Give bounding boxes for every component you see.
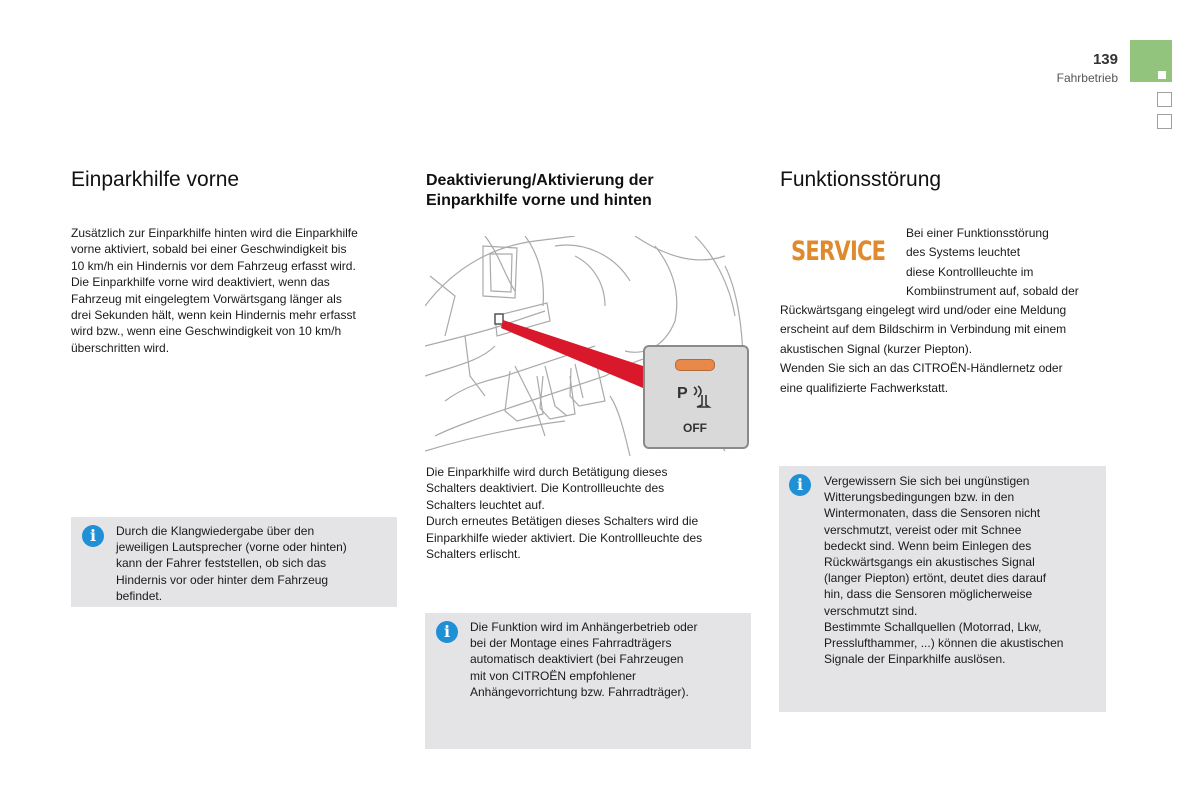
switch-indicator-light bbox=[675, 359, 715, 371]
heading-deaktivierung: Deaktivierung/Aktivierung der Einparkhilfe vorne und hinten bbox=[426, 172, 654, 209]
info-icon: i bbox=[436, 621, 458, 643]
page-number: 139 bbox=[1092, 51, 1118, 68]
switch-off-label: OFF bbox=[683, 421, 707, 435]
section-title: Fahrbetrieb bbox=[1056, 71, 1118, 85]
sensor-waves-icon bbox=[691, 385, 713, 411]
paragraph-einparkhilfe: Zusätzlich zur Einparkhilfe hinten wird die Einparkhilfe vorne aktiviert, sobald bei einer Geschwindigkeit bis 10 km/h ein Hindernis vor dem Fahrzeug erfasst wird. Die Einparkhilfe vorne wird deaktiviert, wenn das Fahrzeug mit eingelegtem Vorwärtsgang länger als drei Sekunden hält, wenn kein Hindernis mehr erfasst wird bzw., wenn eine Geschwindigkeit von 10 km/h überschritten wird. bbox=[71, 226, 358, 355]
paragraph-stoerung-intro: Bei einer Funktionsstörung des Systems leuchtet diese Kontrollleuchte im Kombiinstrument auf, sobald der bbox=[906, 226, 1079, 299]
paragraph-stoerung: Rückwärtsgang eingelegt wird und/oder eine Meldung erscheint auf dem Bildschirm in Verbindung mit einem akustischen Signal (kurzer Piepton). Wenden Sie sich an das CITROËN-Händlernetz oder eine qualifizierte Fachwerkstatt. bbox=[780, 303, 1067, 395]
paragraph-schalter: Die Einparkhilfe wird durch Betätigung dieses Schalters deaktiviert. Die Kontrollleuchte des Schalters leuchtet auf. Durch erneutes Betätigen dieses Schalters wird die Einparkhilfe wieder aktiviert. Die Kontrollleuchte des Schalters erlischt. bbox=[426, 465, 703, 562]
info-box-sensoren bbox=[779, 466, 1106, 712]
service-warning-icon: SERVICE bbox=[791, 236, 886, 267]
heading-funktionsstoerung: Funktionsstörung bbox=[780, 168, 942, 191]
chapter-tab-active bbox=[1130, 40, 1172, 82]
chapter-tab bbox=[1157, 114, 1172, 129]
info-box-anhaengerbetrieb bbox=[425, 613, 751, 749]
park-assist-switch[interactable] bbox=[643, 345, 749, 449]
tab-marker-icon bbox=[1158, 71, 1166, 79]
info-box-klangwiedergabe bbox=[71, 517, 397, 607]
info-icon: i bbox=[82, 525, 104, 547]
chapter-tab bbox=[1157, 92, 1172, 107]
parking-sensor-icon: P bbox=[677, 385, 688, 402]
heading-einparkhilfe-vorne: Einparkhilfe vorne bbox=[71, 168, 240, 191]
info-text: Die Funktion wird im Anhängerbetrieb oder bei der Montage eines Fahrradträgers automatisch deaktiviert (bei Fahrzeugen mit von CITROËN empfohlener Anhängevorrichtung bzw. Fahrradträger). bbox=[470, 620, 698, 699]
info-icon: i bbox=[789, 474, 811, 496]
info-text: Vergewissern Sie sich bei ungünstigen Witterungsbedingungen bzw. in den Wintermonaten, dass die Sensoren nicht verschmutzt, vereist oder mit Schnee bedeckt sind. Wenn beim Einlegen des Rückwärtsgangs ein akustisches Signal (langer Piepton) ertönt, deutet dies darauf hin, dass die Sensoren möglicherweise verschmutzt sind. Bestimmte Schallquellen (Motorrad, Lkw, Presslufthammer, ...) können die akustischen Signale der Einparkhilfe auslösen. bbox=[824, 474, 1064, 667]
info-text: Durch die Klangwiedergabe über den jeweiligen Lautsprecher (vorne oder hinten) kann der Fahrer feststellen, ob sich das Hindernis vor oder hinter dem Fahrzeug befindet. bbox=[116, 524, 347, 603]
